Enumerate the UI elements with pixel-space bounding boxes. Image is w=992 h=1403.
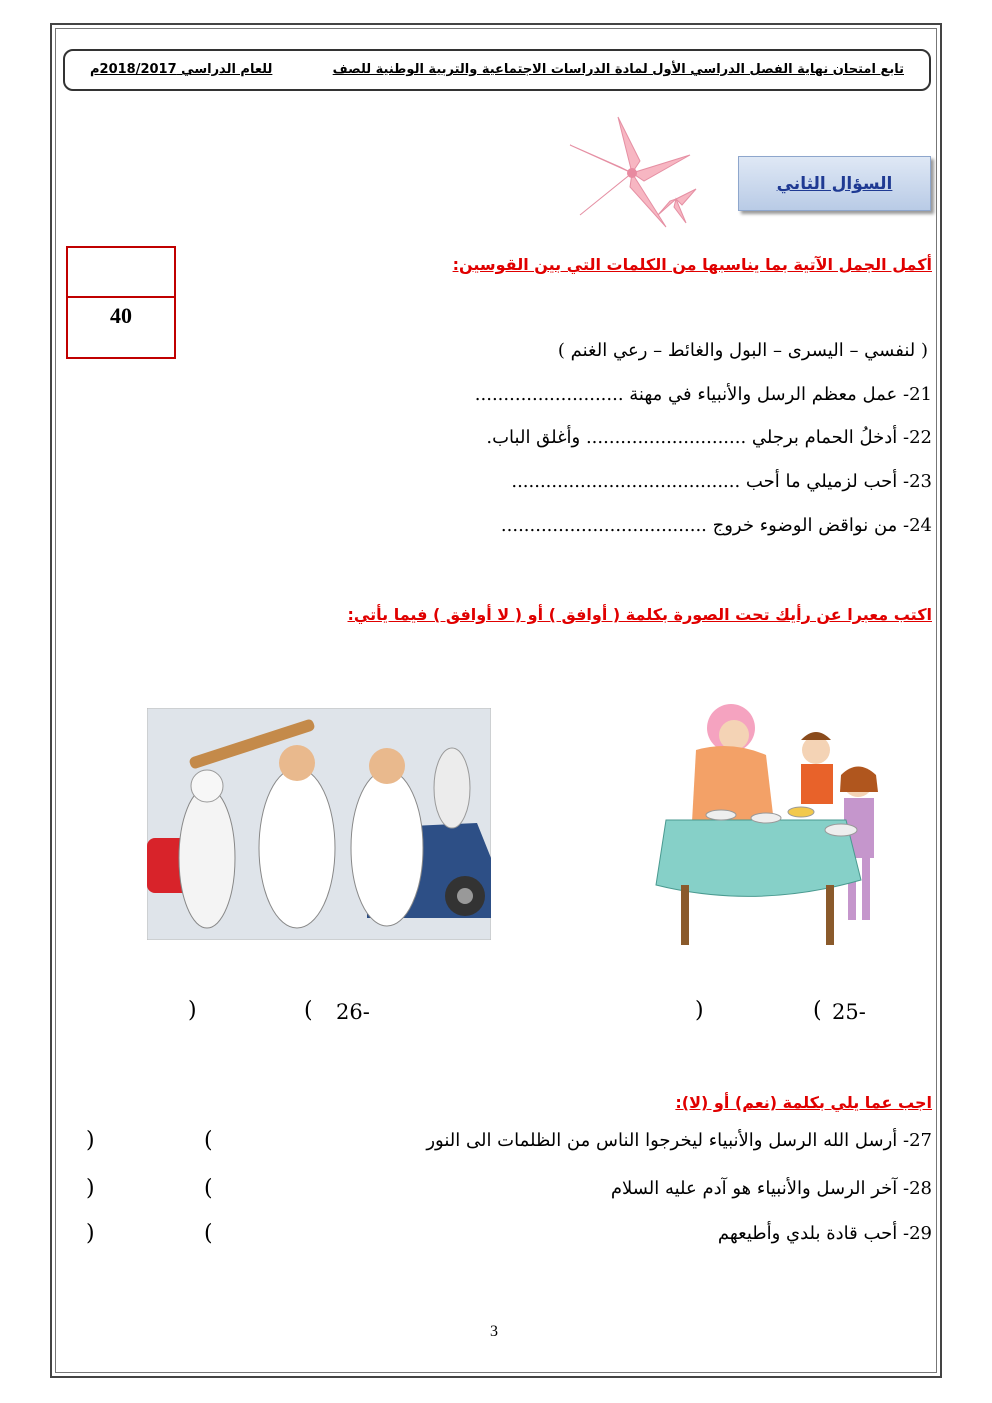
head-right bbox=[369, 748, 405, 784]
item-29: 29- أحب قادة بلدي وأطيعهم bbox=[717, 1223, 932, 1244]
boy-shirt bbox=[801, 764, 833, 804]
item-23: 23- أحب لزميلي ما أحب ........................................ bbox=[511, 471, 932, 492]
item-27-open-paren: ( bbox=[204, 1128, 213, 1153]
item-25-close-paren: ) bbox=[695, 998, 704, 1023]
item-24: 24- من نواقض الوضوء خروج .................................... bbox=[500, 515, 932, 536]
item-27: 27- أرسل الله الرسل والأنبياء ليخرجوا الناس من الظلمات الى النور bbox=[426, 1130, 932, 1151]
man-left bbox=[179, 788, 235, 928]
man-right bbox=[351, 770, 423, 926]
head-left bbox=[191, 770, 223, 802]
head-middle bbox=[279, 745, 315, 781]
mother-face bbox=[719, 720, 749, 750]
item-25-label: 25- bbox=[832, 1000, 866, 1024]
table-leg-left bbox=[681, 885, 689, 945]
exam-title: تابع امتحان نهاية الفصل الدراسي الأول لمادة الدراسات الاجتماعية والتربية الوطنية للصف bbox=[332, 62, 904, 77]
item-27-close-paren: ) bbox=[86, 1128, 95, 1153]
section3-instruction: اجب عما يلي بكلمة (نعم) أو (لا): bbox=[675, 1093, 932, 1112]
flower-center bbox=[627, 168, 637, 178]
word-bank: ( لنفسي – اليسرى – البول والغائط – رعي الغنم ) bbox=[557, 340, 928, 361]
score-blank-cell bbox=[68, 248, 174, 298]
bystander bbox=[434, 748, 470, 828]
item-29-close-paren: ) bbox=[86, 1221, 95, 1246]
plate-2 bbox=[751, 813, 781, 823]
section2-instruction: اكتب معبرا عن رأيك تحت الصورة بكلمة ( أوافق ) أو ( لا أوافق ) فيما يأتي: bbox=[347, 605, 932, 624]
item-22: 22- أدخلُ الحمام برجلي ............................ وأغلق الباب. bbox=[486, 427, 932, 448]
question-title: السؤال الثاني bbox=[738, 156, 931, 211]
flower-decoration bbox=[566, 115, 698, 230]
plate-1 bbox=[706, 810, 736, 820]
exam-year: للعام الدراسي 2018/2017م bbox=[90, 62, 273, 77]
item-25-open-paren: ( bbox=[813, 998, 822, 1023]
car-hub bbox=[457, 888, 473, 904]
item-26-label: 26- bbox=[336, 1000, 370, 1024]
page-number: 3 bbox=[490, 1323, 498, 1340]
table-leg-right bbox=[826, 885, 834, 945]
item-21: 21- عمل معظم الرسل والأنبياء في مهنة .......................... bbox=[474, 384, 932, 405]
man-middle bbox=[259, 768, 335, 928]
item-28-close-paren: ) bbox=[86, 1176, 95, 1201]
item-28: 28- آخر الرسل والأنبياء هو آدم عليه السلام bbox=[610, 1178, 932, 1199]
item-26-close-paren: ) bbox=[188, 998, 197, 1023]
item-28-open-paren: ( bbox=[204, 1176, 213, 1201]
section1-instruction: أكمل الجمل الآتية بما يناسبها من الكلمات التي بين القوسين: bbox=[452, 255, 932, 274]
bread-plate bbox=[788, 807, 814, 817]
score-box bbox=[66, 246, 176, 359]
fight-cartoon-image bbox=[147, 708, 491, 940]
girl-plates bbox=[825, 824, 857, 836]
item-29-open-paren: ( bbox=[204, 1221, 213, 1246]
girl-leg-right bbox=[862, 858, 870, 920]
score-value: 40 bbox=[110, 303, 132, 328]
dining-family-image bbox=[636, 680, 906, 955]
item-26-open-paren: ( bbox=[304, 998, 313, 1023]
boy-face bbox=[802, 736, 830, 764]
